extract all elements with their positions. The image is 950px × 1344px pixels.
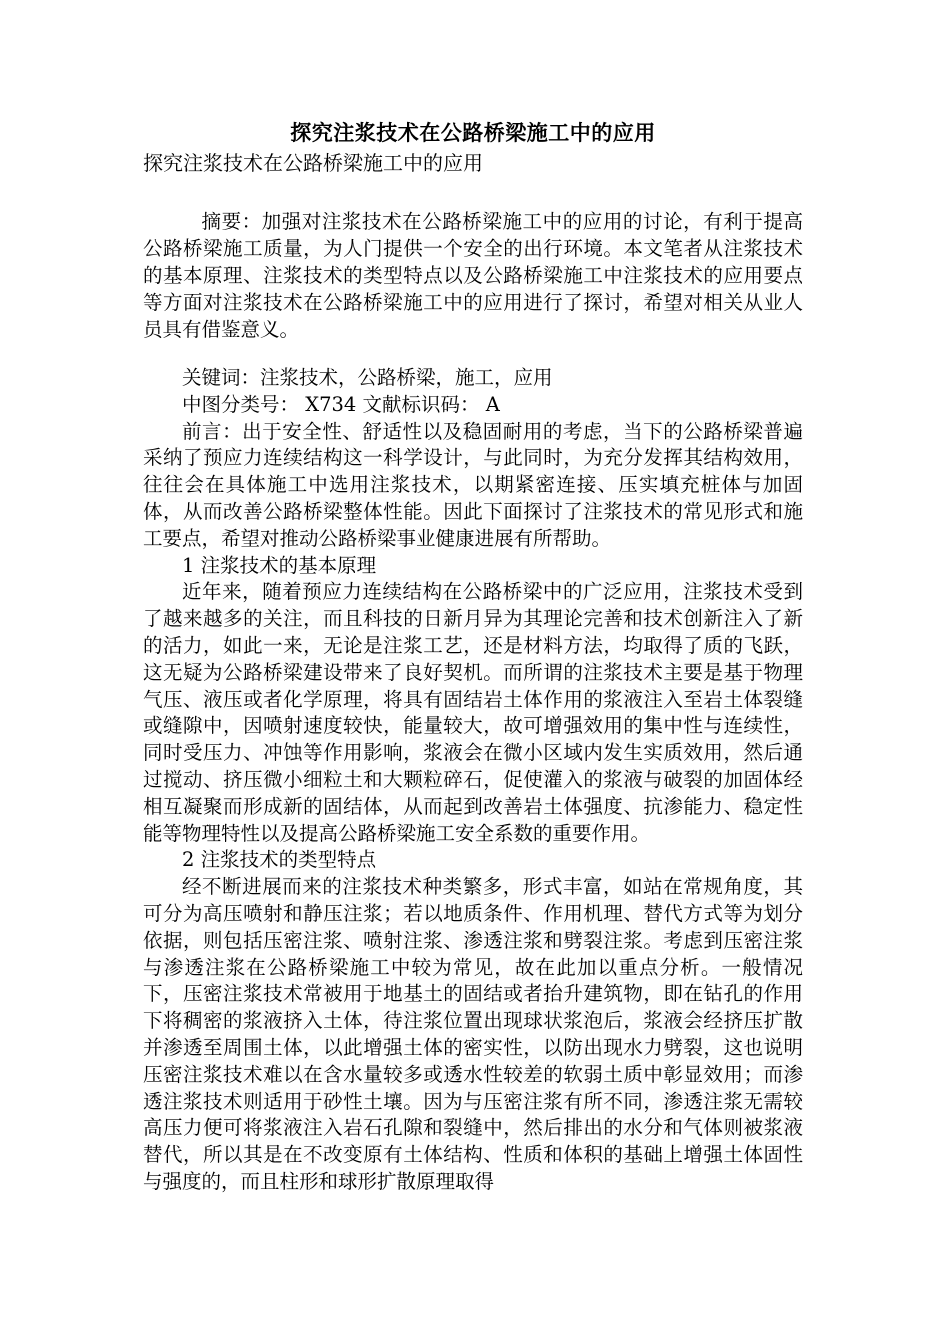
section-heading: 1 注浆技术的基本原理 (182, 553, 377, 577)
classification-line: 中图分类号： X734 文献标识码： A (182, 392, 500, 416)
section-heading: 2 注浆技术的类型特点 (182, 848, 377, 872)
body-paragraph: 经不断进展而来的注浆技术种类繁多，形式丰富，如站在常规角度，其可分为高压喷射和静压注浆；若以地质条件、作用机理、替代方式等为划分依据，则包括压密注浆、喷射注浆、渗透注浆和劈裂注浆。考虑到压密注浆与渗透注浆在公路桥梁施工中较为常见，故在此加以重点分析。一般情况下，压密注浆技术常被用于地基土的固结或者抬升建筑物，即在钻孔的作用下将稠密的浆液挤入土体，待注浆位置出现球状浆泡后，浆液会经挤压扩散并渗透至周围土体，以此增强土体的密实性，以防出现水力劈裂，这也说明压密注浆技术难以在含水量较多或透水性较差的软弱土质中彰显效用；而渗透注浆技术则适用于砂性土壤。因为与压密注浆有所不同，渗透注浆无需较高压力便可将浆液注入岩石孔隙和裂缝中，然后排出的水分和气体则被浆液替代，所以其是在不改变原有土体结构、性质和体积的基础上增强土体固性与强度的，而且柱形和球形扩散原理取得 (143, 875, 803, 1193)
document-subtitle: 探究注浆技术在公路桥梁施工中的应用 (143, 151, 483, 175)
blank-line (143, 343, 803, 365)
body-paragraph: 近年来，随着预应力连续结构在公路桥梁中的广泛应用，注浆技术受到了越来越多的关注，而且科技的日新月异为其理论完善和技术创新注入了新的活力，如此一来，无论是注浆工艺，还是材料方法，均取得了质的飞跃，这无疑为公路桥梁建设带来了良好契机。而所谓的注浆技术主要是基于物理气压、液压或者化学原理，将具有固结岩土体作用的浆液注入至岩土体裂缝或缝隙中，因喷射速度较快，能量较大，故可增强效用的集中性与连续性，同时受压力、冲蚀等作用影响，浆液会在微小区域内发生实质效用，然后通过搅动、挤压微小细粒土和大颗粒碎石，促使灌入的浆液与破裂的加固体经相互凝聚而形成新的固结体，从而起到改善岩土体强度、抗渗能力、稳定性能等物理特性以及提高公路桥梁施工安全系数的重要作用。 (143, 580, 803, 845)
abstract-paragraph: 摘要：加强对注浆技术在公路桥梁施工中的应用的讨论，有利于提高公路桥梁施工质量，为人门提供一个安全的出行环境。本文笔者从注浆技术的基本原理、注浆技术的类型特点以及公路桥梁施工中注浆技术的应用要点等方面对注浆技术在公路桥梁施工中的应用进行了探讨，希望对相关从业人员具有借鉴意义。 (143, 210, 803, 341)
blank-line (143, 178, 803, 208)
preface-paragraph: 前言：出于安全性、舒适性以及稳固耐用的考虑，当下的公路桥梁普遍采纳了预应力连续结构这一科学设计，与此同时，为充分发挥其结构效用，往往会在具体施工中选用注浆技术，以期紧密连接、压实填充桩体与加固体，从而改善公路桥梁整体性能。因此下面探讨了注浆技术的常见形式和施工要点，希望对推动公路桥梁事业健康进展有所帮助。 (143, 419, 803, 550)
document-page (143, 118, 803, 1196)
keywords-line: 关键词：注浆技术，公路桥梁，施工，应用 (182, 366, 553, 389)
document-title: 探究注浆技术在公路桥梁施工中的应用 (290, 120, 656, 145)
